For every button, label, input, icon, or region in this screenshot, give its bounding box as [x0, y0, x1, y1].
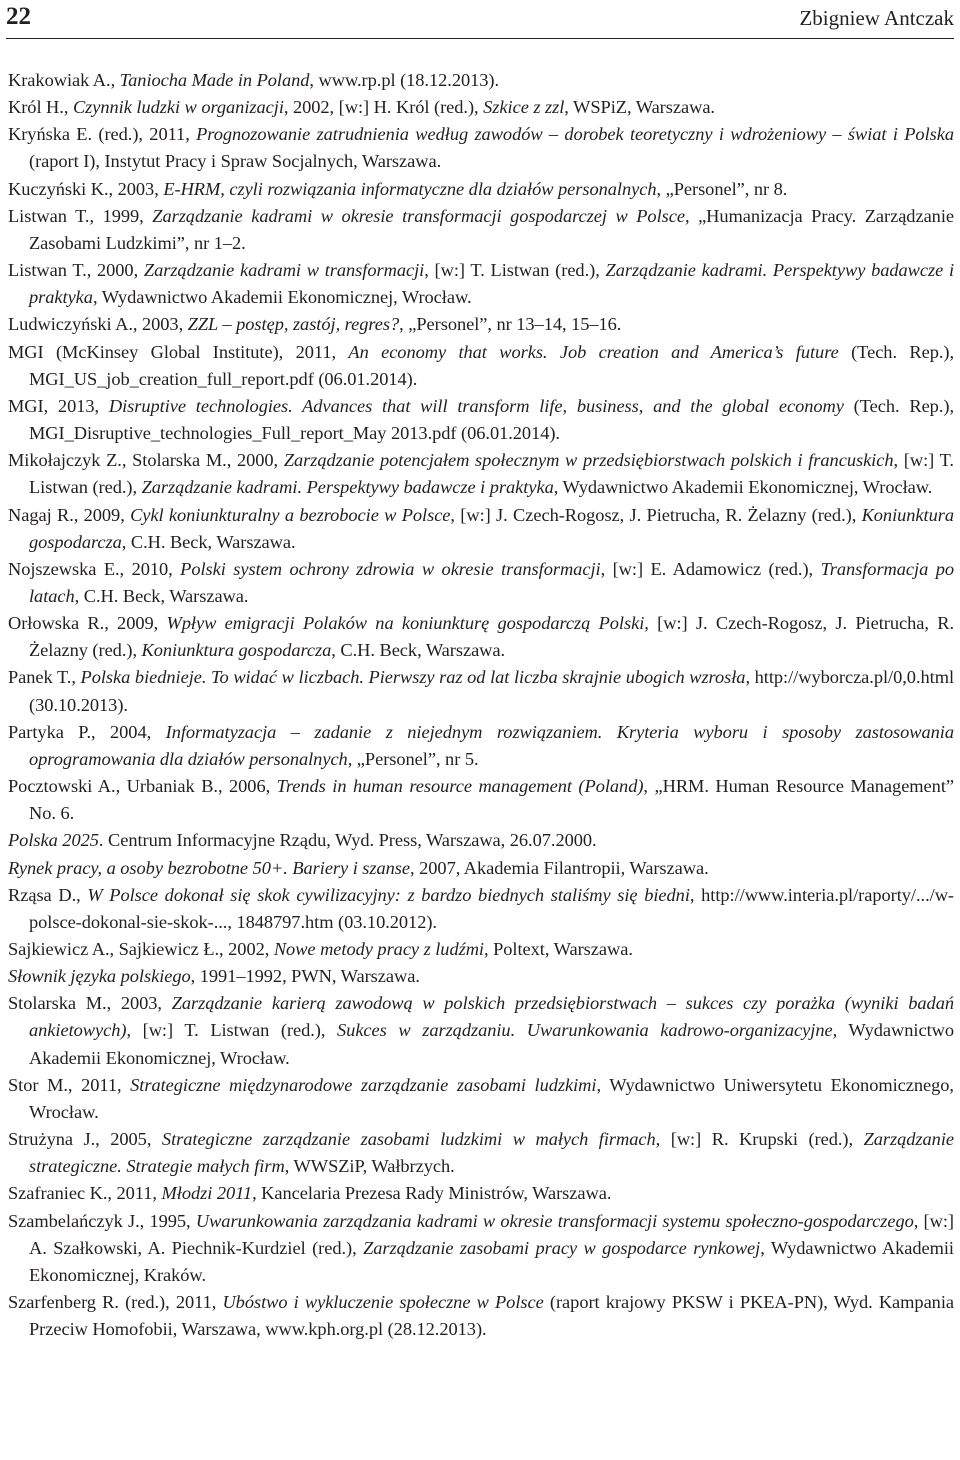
reference-title: Młodzi 2011 [161, 1183, 253, 1204]
reference-entry [8, 121, 954, 175]
reference-title: Polska 2025 [8, 830, 99, 851]
reference-entry [8, 556, 954, 610]
reference-text: Krakowiak A., [8, 70, 120, 90]
reference-entry [8, 1072, 954, 1126]
reference-text: , „Personel”, nr 13–14, 15–16. [399, 314, 622, 335]
reference-entry [8, 719, 954, 773]
reference-title: Zarządzanie kadrami. Perspektywy badawcze i praktyka [141, 477, 554, 498]
reference-text: Kuczyński K., 2003, [8, 178, 164, 199]
reference-text: , Wydawnictwo Akademii Ekonomicznej, Wrocław. [553, 477, 933, 498]
reference-text: , WSPiZ, Warszawa. [564, 97, 715, 118]
reference-title: Nowe metody pracy z ludźmi [273, 939, 484, 959]
reference-text: , [w:] T. Listwan (red.), [424, 260, 606, 281]
reference-title: Polska biednieje. To widać w liczbach. Pierwszy raz od lat liczba skrajnie ubogich wzrosła [80, 667, 746, 688]
reference-entry [8, 963, 954, 990]
reference-text: MGI, 2013, [8, 395, 109, 416]
reference-text: Panek T., [8, 667, 81, 688]
reference-text: , „Personel”, nr 8. [656, 178, 788, 199]
reference-text: Król H., [8, 97, 73, 118]
reference-entry [8, 1208, 954, 1289]
reference-text: , 2002, [w:] H. Król (red.), [283, 97, 484, 118]
reference-entry [8, 936, 954, 963]
reference-text: (raport krajowy PKSW i PKEA-PN), Wyd. Kampania Przeciw Homofobii, Warszawa, www.kph.org.pl (28.12.2013). [29, 1292, 954, 1340]
reference-title: Koniunktura gospodarcza [141, 640, 332, 661]
reference-entry [8, 1289, 954, 1343]
reference-text: , 2007, Akademia Filantropii, Warszawa. [410, 857, 709, 878]
reference-entry [8, 1180, 954, 1207]
reference-entry [8, 311, 954, 338]
reference-text: Stolarska M., 2003, [8, 993, 172, 1014]
reference-title: Zarządzanie zasobami pracy w gospodarce rynkowej [363, 1237, 761, 1258]
reference-text: MGI (McKinsey Global Institute), 2011, [8, 341, 349, 362]
reference-entry [8, 94, 954, 121]
reference-text: Orłowska R., 2009, [8, 613, 167, 634]
reference-title: Strategiczne międzynarodowe zarządzanie zasobami ludzkimi [130, 1074, 597, 1095]
reference-text: . Centrum Informacyjne Rządu, Wyd. Press, Warszawa, 26.07.2000. [98, 830, 597, 851]
reference-text: (Tech. Rep.), MGI_US_job_creation_full_report.pdf (06.01.2014). [29, 341, 955, 389]
reference-text: , Wydawnictwo Akademii Ekonomicznej, Kraków. [29, 1237, 954, 1285]
reference-text: , http://www.interia.pl/raporty/.../w-polsce-dokonal-sie-skok-..., 1848797.htm (03.10.2012). [29, 884, 955, 932]
reference-text: , [w:] A. Szałkowski, A. Piechnik-Kurdziel (red.), [29, 1210, 954, 1258]
reference-text: , [w:] T. Listwan (red.), [126, 1020, 338, 1041]
reference-entry [8, 339, 954, 393]
reference-text: (Tech. Rep.), MGI_Disruptive_technologies_Full_report_May 2013.pdf (06.01.2014). [29, 395, 955, 444]
page-number: 22 [6, 3, 31, 30]
reference-title: Trends in human resource management (Poland) [276, 776, 644, 797]
reference-title: Rynek pracy, a osoby bezrobotne 50+. Bariery i szanse [8, 857, 411, 878]
reference-entry [8, 176, 954, 203]
reference-entry [8, 882, 954, 936]
reference-text: Strużyna J., 2005, [8, 1129, 162, 1150]
running-head-author: Zbigniew Antczak [799, 6, 954, 30]
reference-text: Mikołajczyk Z., Stolarska M., 2000, [8, 450, 284, 471]
reference-text: Nojszewska E., 2010, [8, 558, 181, 579]
reference-entry [8, 773, 954, 827]
reference-text: , C.H. Beck, Warszawa. [331, 640, 506, 661]
reference-text: Stor M., 2011, [8, 1074, 131, 1095]
reference-title: Zarządzanie karierą zawodową w polskich przedsiębiorstwach – sukces czy porażka (wyniki badań ankietowych) [29, 993, 954, 1041]
reference-text: (raport I), Instytut Pracy i Spraw Socjalnych, Warszawa. [29, 151, 442, 172]
reference-entry [8, 203, 954, 257]
reference-text: Szarfenberg R. (red.), 2011, [8, 1292, 223, 1313]
reference-text: , [w:] E. Adamowicz (red.), [600, 558, 821, 579]
reference-title: Słownik języka polskiego [8, 966, 191, 987]
reference-title: Szkice z zzl [483, 97, 565, 118]
reference-text: Partyka P., 2004, [8, 721, 166, 742]
reference-text: , C.H. Beck, Warszawa. [121, 531, 296, 552]
reference-text: , Kancelaria Prezesa Rady Ministrów, Warszawa. [252, 1183, 612, 1204]
reference-title: Zarządzanie kadrami. Perspektywy badawcze i praktyka [29, 260, 955, 308]
reference-title: Taniocha Made in Poland [119, 70, 310, 90]
reference-title: Wpływ emigracji Polaków na koniunkturę gospodarczą Polski [166, 613, 645, 634]
reference-title: ZZL – postęp, zastój, regres? [187, 314, 400, 335]
reference-text: , 1991–1992, PWN, Warszawa. [190, 966, 420, 987]
reference-text: , „Humanizacja Pracy. Zarządzanie Zasobami Ludzkimi”, nr 1–2. [29, 205, 954, 253]
reference-title: Ubóstwo i wykluczenie społeczne w Polsce [222, 1292, 544, 1313]
reference-text: , [w:] J. Czech-Rogosz, J. Pietrucha, R. Żelazny (red.), [450, 504, 862, 525]
reference-title: Czynnik ludzki w organizacji [72, 97, 284, 118]
reference-text: Listwan T., 2000, [8, 260, 144, 281]
reference-title: Sukces w zarządzaniu. Uwarunkowania kadrowo-organizacyjne [337, 1020, 833, 1041]
reference-text: , Wydawnictwo Akademii Ekonomicznej, Wrocław. [29, 1020, 955, 1068]
reference-text: , http://wyborcza.pl/0,0.html (30.10.2013). [29, 667, 955, 715]
reference-title: Zarządzanie kadrami w okresie transformacji gospodarczej w Polsce [152, 205, 685, 226]
reference-title: Zarządzanie potencjałem społecznym w przedsiębiorstwach polskich i francuskich [283, 450, 894, 471]
reference-entry [8, 990, 954, 1071]
reference-title: Koniunktura gospodarcza [29, 504, 954, 552]
reference-text: , Poltext, Warszawa. [484, 939, 633, 959]
reference-entry [8, 664, 954, 718]
reference-text: , [w:] J. Czech-Rogosz, J. Pietrucha, R. Żelazny (red.), [29, 613, 954, 661]
reference-title: Strategiczne zarządzanie zasobami ludzkimi w małych firmach [161, 1129, 656, 1150]
reference-text: Nagaj R., 2009, [8, 504, 131, 525]
reference-entry [8, 827, 954, 854]
reference-text: Pocztowski A., Urbaniak B., 2006, [8, 776, 277, 797]
reference-text: Sajkiewicz A., Sajkiewicz Ł., 2002, [8, 939, 274, 959]
reference-text: , Wydawnictwo Akademii Ekonomicznej, Wrocław. [92, 287, 472, 308]
reference-entry [8, 855, 954, 882]
reference-entry [8, 1126, 954, 1180]
reference-title: Polski system ochrony zdrowia w okresie transformacji [180, 558, 601, 579]
reference-title: Zarządzanie strategiczne. Strategie małych firm [29, 1129, 954, 1177]
header-rule [6, 38, 954, 39]
reference-title: An economy that works. Job creation and America’s future [348, 341, 839, 362]
reference-text: , WWSZiP, Wałbrzych. [284, 1156, 455, 1177]
reference-text: Listwan T., 1999, [8, 205, 153, 226]
reference-text: , „Personel”, nr 5. [347, 748, 479, 769]
reference-title: Uwarunkowania zarządzania kadrami w okresie transformacji systemu społeczno-gospodarczego [195, 1210, 914, 1231]
reference-title: Cykl koniunkturalny a bezrobocie w Polsce [130, 504, 451, 525]
reference-text: Kryńska E. (red.), 2011, [8, 124, 197, 145]
reference-text: , „HRM. Human Resource Management” No. 6. [29, 776, 954, 824]
bibliography-list [8, 67, 954, 1343]
reference-title: E-HRM, czyli rozwiązania informatyczne dla działów personalnych [163, 178, 657, 199]
reference-entry [8, 610, 954, 664]
reference-entry [8, 67, 954, 94]
reference-title: W Polsce dokonał się skok cywilizacyjny: z bardzo biednych staliśmy się biedni [87, 884, 690, 905]
reference-title: Transformacja po latach [29, 558, 955, 606]
reference-title: Prognozowanie zatrudnienia według zawodów – dorobek teoretyczny i wdrożeniowy – świat i Polska [196, 124, 954, 145]
reference-text: Rząsa D., [8, 884, 88, 905]
reference-entry [8, 257, 954, 311]
reference-text: Ludwiczyński A., 2003, [8, 314, 188, 335]
reference-text: Szafraniec K., 2011, [8, 1183, 162, 1204]
reference-text: , C.H. Beck, Warszawa. [74, 585, 249, 606]
reference-entry [8, 447, 954, 501]
reference-title: Disruptive technologies. Advances that will transform life, business, and the global economy [108, 395, 844, 416]
page-header [6, 0, 954, 40]
reference-entry [8, 502, 954, 556]
reference-entry [8, 393, 954, 447]
reference-text: , www.rp.pl (18.12.2013). [309, 70, 500, 90]
reference-text: Szambelańczyk J., 1995, [8, 1210, 196, 1231]
reference-title: Informatyzacja – zadanie z niejednym rozwiązaniem. Kryteria wyboru i sposoby zastosowania oprogramowania dla działów personalnych [29, 721, 954, 769]
reference-text: , [w:] R. Krupski (red.), [655, 1129, 864, 1150]
reference-text: , [w:] T. Listwan (red.), [29, 450, 954, 498]
reference-title: Zarządzanie kadrami w transformacji [143, 260, 425, 281]
reference-text: , Wydawnictwo Uniwersytetu Ekonomicznego, Wrocław. [29, 1074, 954, 1122]
